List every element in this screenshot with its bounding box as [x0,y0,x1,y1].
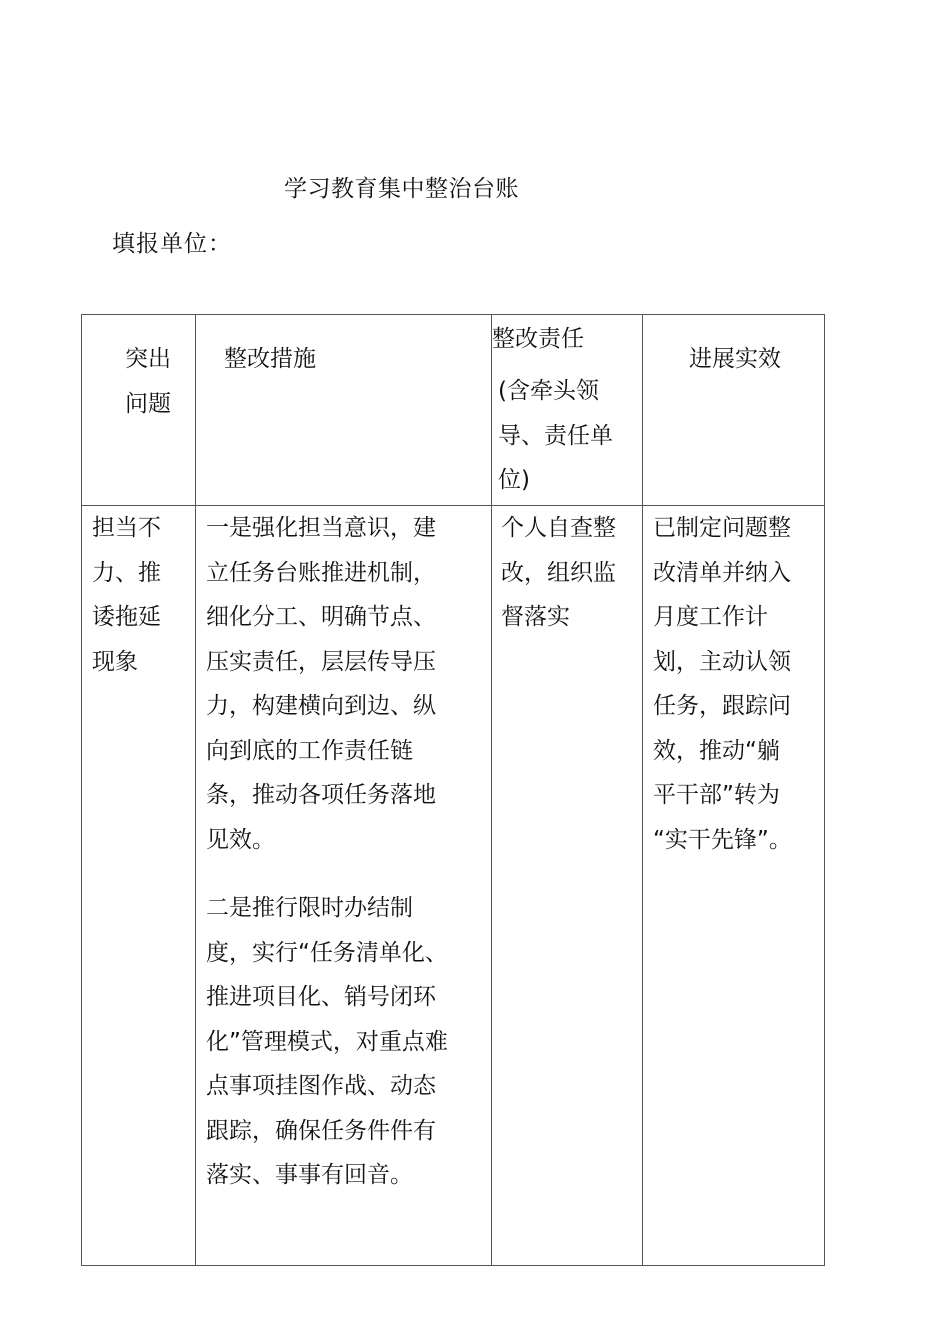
cell-measures [196,506,492,1266]
header-progress-label: 进展实效 [689,346,781,372]
problem-line: 力、推 [92,559,161,586]
measure-line: 化”管理模式，对重点难 [206,1028,448,1055]
measure-line: 条，推动各项任务落地 [206,782,436,808]
measure-paragraph-1 [206,506,491,862]
header-progress [643,315,825,506]
progress-line: “实干先锋”。 [653,826,792,853]
problem-line: 担当不 [92,515,161,541]
progress-line: 已制定问题整 [653,515,791,541]
cell-problem [82,506,196,1266]
progress-line: 月度工作计 [653,604,768,630]
progress-line: 任务，跟踪问 [653,693,791,719]
responsibility-line: 个人自查整 [501,515,616,541]
measure-line: 细化分工、明确节点、 [206,604,436,630]
document-title: 学习教育集中整治台账 [284,176,519,202]
header-problem [82,315,196,506]
measure-line: 压实责任，层层传导压 [206,648,436,675]
header-responsibility-note: 位) [498,467,530,493]
header-problem-line: 问题 [125,390,171,417]
header-responsibility-note: 导、责任单 [498,422,613,449]
problem-line: 现象 [92,648,138,675]
progress-line: 划，主动认领 [653,648,791,675]
header-measures-label: 整改措施 [224,346,316,372]
measure-line: 推进项目化、销号闭环 [206,984,436,1010]
header-responsibility [492,315,643,506]
measure-line: 见效。 [206,826,275,853]
progress-line: 改清单并纳入 [653,559,791,586]
rectification-ledger-table [81,314,825,1266]
measure-line: 度，实行“任务清单化、 [206,939,448,966]
header-responsibility-label: 整改责任 [492,326,584,352]
cell-responsibility [492,506,643,1266]
header-measures [196,315,492,506]
table-header-row [82,315,825,506]
measure-line: 力，构建横向到边、纵 [206,693,436,719]
reporting-unit-label: 填报单位： [112,231,232,257]
header-responsibility-note: (含牵头领 [498,378,599,404]
progress-line: 平干部”转为 [653,782,780,808]
measure-line: 落实、事事有回音。 [206,1162,413,1188]
measure-line: 跟踪，确保任务件件有 [206,1117,436,1144]
progress-line: 效，推动“躺 [653,737,780,764]
measure-line: 一是强化担当意识，建 [206,515,436,541]
measure-line: 二是推行限时办结制 [206,895,413,921]
measure-line: 立任务台账推进机制， [206,559,436,586]
header-problem-line: 突出 [125,346,171,372]
responsibility-line: 督落实 [501,604,570,630]
measure-paragraph-2 [206,886,491,1198]
problem-line: 诿拖延 [92,604,161,630]
measure-line: 向到底的工作责任链 [206,737,413,764]
table-row [82,506,825,1266]
cell-progress [643,506,825,1266]
responsibility-line: 改，组织监 [501,559,616,586]
measure-line: 点事项挂图作战、动态 [206,1073,436,1099]
